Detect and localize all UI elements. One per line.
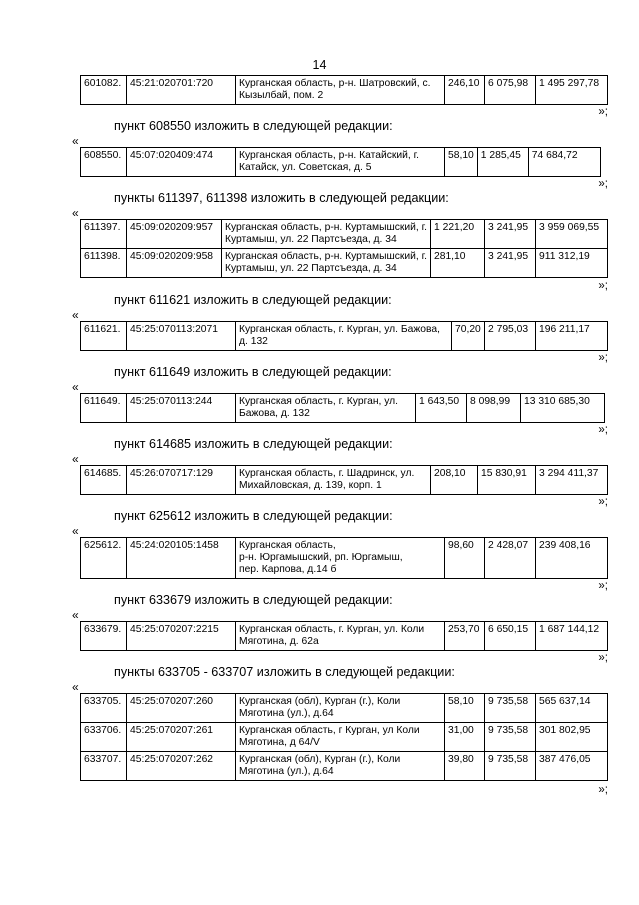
cadastral-number-cell: 45:24:020105:1458 — [127, 538, 236, 579]
total-cell: 1 495 297,78 — [536, 76, 608, 105]
address-cell: Курганская (обл), Курган (г.), Коли Мяготина (ул.), д.64 — [236, 694, 445, 723]
open-quote: « — [72, 452, 79, 466]
amendment-instruction: пункт 611649 изложить в следующей редакции: — [114, 365, 392, 379]
area-cell: 70,20 — [452, 322, 485, 351]
property-table — [80, 621, 608, 651]
property-table — [80, 219, 608, 278]
close-quote: »; — [598, 652, 608, 664]
area-cell: 98,60 — [445, 538, 485, 579]
total-cell: 1 687 144,12 — [536, 622, 608, 651]
row-number-cell: 633706. — [81, 723, 127, 752]
area-cell: 58,10 — [445, 694, 485, 723]
total-cell: 74 684,72 — [528, 148, 600, 177]
address-cell: Курганская область, р-н. Юргамышский, рп. Юргамыш, пер. Карпова, д.14 б — [236, 538, 445, 579]
address-cell: Курганская область, г. Шадринск, ул. Михайловская, д. 139, корп. 1 — [236, 466, 431, 495]
cadastral-number-cell: 45:25:070207:2215 — [127, 622, 236, 651]
total-cell: 3 959 069,55 — [536, 220, 608, 249]
table-row — [81, 76, 608, 105]
area-cell: 208,10 — [431, 466, 478, 495]
table-row — [81, 220, 608, 249]
area-cell: 246,10 — [445, 76, 485, 105]
close-quote: »; — [598, 280, 608, 292]
price-cell: 6 075,98 — [485, 76, 536, 105]
amendment-instruction: пункт 625612 изложить в следующей редакции: — [114, 509, 393, 523]
row-number-cell: 611621. — [81, 322, 127, 351]
price-cell: 2 428,07 — [485, 538, 536, 579]
price-cell: 6 650,15 — [485, 622, 536, 651]
cadastral-number-cell: 45:25:070207:262 — [127, 752, 236, 781]
amendment-instruction: пункт 614685 изложить в следующей редакции: — [114, 437, 393, 451]
area-cell: 281,10 — [431, 249, 485, 278]
area-cell: 253,70 — [445, 622, 485, 651]
total-cell: 387 476,05 — [536, 752, 608, 781]
cadastral-number-cell: 45:25:070113:244 — [127, 394, 236, 423]
total-cell: 13 310 685,30 — [521, 394, 605, 423]
area-cell: 39,80 — [445, 752, 485, 781]
address-cell: Курганская область, г Курган, ул Коли Мяготина, д 64/V — [236, 723, 445, 752]
address-cell: Курганская область, р-н. Куртамышский, г. Куртамыш, ул. 22 Партсъезда, д. 34 — [222, 249, 431, 278]
area-cell: 1 643,50 — [416, 394, 467, 423]
amendment-instruction: пункт 608550 изложить в следующей редакции: — [114, 119, 393, 133]
property-table — [80, 147, 601, 177]
close-quote: »; — [598, 178, 608, 190]
close-quote: »; — [598, 352, 608, 364]
table-row — [81, 466, 608, 495]
close-quote: »; — [598, 424, 608, 436]
price-cell: 3 241,95 — [485, 249, 536, 278]
price-cell: 3 241,95 — [485, 220, 536, 249]
amendment-instruction: пункт 611621 изложить в следующей редакции: — [114, 293, 392, 307]
address-cell: Курганская область, г. Курган, ул. Бажова, д. 132 — [236, 394, 416, 423]
table-row — [81, 394, 605, 423]
total-cell: 3 294 411,37 — [536, 466, 608, 495]
close-quote: »; — [598, 784, 608, 796]
cadastral-number-cell: 45:25:070207:261 — [127, 723, 236, 752]
table-row — [81, 622, 608, 651]
close-quote: »; — [598, 496, 608, 508]
table-row — [81, 538, 608, 579]
address-cell: Курганская область, р-н. Катайский, г. Катайск, ул. Советская, д. 5 — [236, 148, 445, 177]
address-cell: Курганская область, г. Курган, ул. Бажова, д. 132 — [236, 322, 452, 351]
row-number-cell: 633705. — [81, 694, 127, 723]
total-cell: 196 211,17 — [536, 322, 608, 351]
price-cell: 8 098,99 — [467, 394, 521, 423]
cadastral-number-cell: 45:09:020209:957 — [127, 220, 222, 249]
open-quote: « — [72, 608, 79, 622]
cadastral-number-cell: 45:07:020409:474 — [127, 148, 236, 177]
amendment-instruction: пункт 633679 изложить в следующей редакции: — [114, 593, 393, 607]
total-cell: 911 312,19 — [536, 249, 608, 278]
row-number-cell: 608550. — [81, 148, 127, 177]
price-cell: 9 735,58 — [485, 752, 536, 781]
address-cell: Курганская (обл), Курган (г.), Коли Мяготина (ул.), д.64 — [236, 752, 445, 781]
area-cell: 1 221,20 — [431, 220, 485, 249]
open-quote: « — [72, 380, 79, 394]
property-table — [80, 393, 605, 423]
property-table — [80, 465, 608, 495]
address-cell: Курганская область, р-н. Куртамышский, г. Куртамыш, ул. 22 Партсъезда, д. 34 — [222, 220, 431, 249]
cadastral-number-cell: 45:25:070207:260 — [127, 694, 236, 723]
row-number-cell: 611397. — [81, 220, 127, 249]
close-quote: »; — [598, 106, 608, 118]
cadastral-number-cell: 45:25:070113:2071 — [127, 322, 236, 351]
area-cell: 31,00 — [445, 723, 485, 752]
price-cell: 15 830,91 — [478, 466, 536, 495]
property-table — [80, 693, 608, 781]
table-row — [81, 752, 608, 781]
row-number-cell: 614685. — [81, 466, 127, 495]
property-table — [80, 537, 608, 579]
open-quote: « — [72, 524, 79, 538]
table-row — [81, 723, 608, 752]
table-row — [81, 249, 608, 278]
price-cell: 9 735,58 — [485, 694, 536, 723]
table-row — [81, 694, 608, 723]
property-table — [80, 75, 608, 105]
total-cell: 565 637,14 — [536, 694, 608, 723]
price-cell: 9 735,58 — [485, 723, 536, 752]
amendment-instruction: пункты 611397, 611398 изложить в следующей редакции: — [114, 191, 449, 205]
price-cell: 1 285,45 — [477, 148, 528, 177]
cadastral-number-cell: 45:21:020701:720 — [127, 76, 236, 105]
open-quote: « — [72, 206, 79, 220]
cadastral-number-cell: 45:09:020209:958 — [127, 249, 222, 278]
close-quote: »; — [598, 580, 608, 592]
property-table — [80, 321, 608, 351]
table-row — [81, 322, 608, 351]
row-number-cell: 633707. — [81, 752, 127, 781]
open-quote: « — [72, 134, 79, 148]
address-cell: Курганская область, р-н. Шатровский, с. Кызылбай, пом. 2 — [236, 76, 445, 105]
row-number-cell: 601082. — [81, 76, 127, 105]
price-cell: 2 795,03 — [485, 322, 536, 351]
area-cell: 58,10 — [445, 148, 478, 177]
address-cell: Курганская область, г. Курган, ул. Коли Мяготина, д. 62а — [236, 622, 445, 651]
open-quote: « — [72, 680, 79, 694]
row-number-cell: 633679. — [81, 622, 127, 651]
cadastral-number-cell: 45:26:070717:129 — [127, 466, 236, 495]
open-quote: « — [72, 308, 79, 322]
amendment-instruction: пункты 633705 - 633707 изложить в следующей редакции: — [114, 665, 455, 679]
table-row — [81, 148, 601, 177]
page-number: 14 — [312, 58, 327, 72]
total-cell: 301 802,95 — [536, 723, 608, 752]
row-number-cell: 625612. — [81, 538, 127, 579]
row-number-cell: 611398. — [81, 249, 127, 278]
total-cell: 239 408,16 — [536, 538, 608, 579]
row-number-cell: 611649. — [81, 394, 127, 423]
